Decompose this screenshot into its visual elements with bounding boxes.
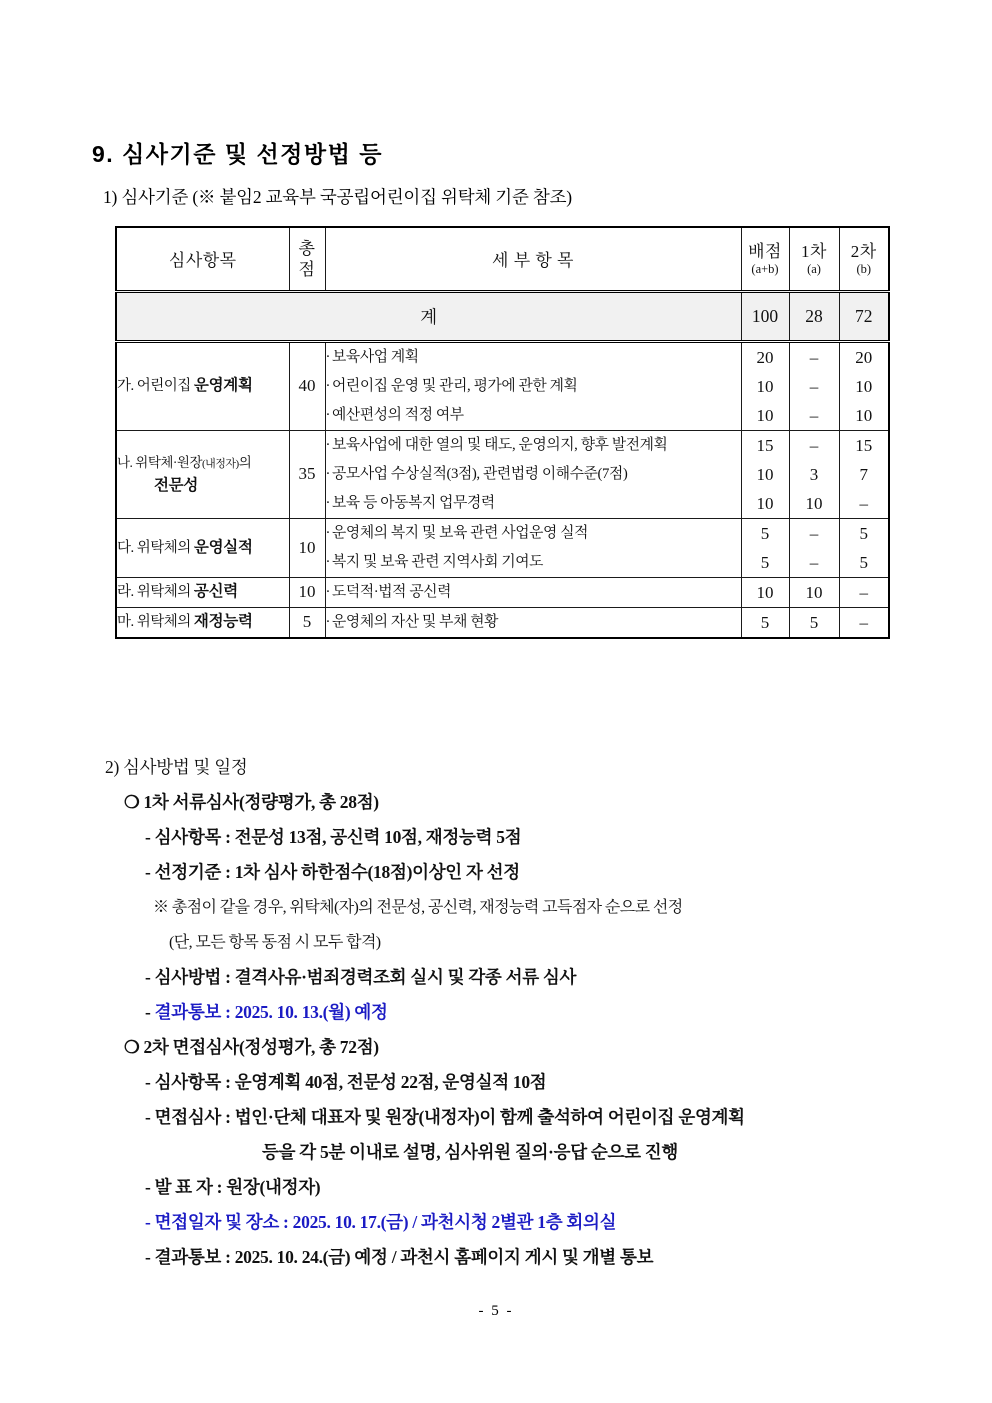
criteria-item-label: 다. 위탁체의 운영실적: [117, 538, 253, 556]
bullet-dot: ·: [325, 348, 331, 365]
text-line: 등을 각 5분 이내로 설명, 심사위원 질의·응답 순으로 진행: [262, 1142, 678, 1162]
total-score-cell: 40: [289, 341, 325, 430]
second-round-cell: 5 5: [839, 518, 889, 577]
bullet-dot: ·: [325, 465, 331, 482]
first-round-cell: – 3 10: [789, 430, 839, 518]
allocation-cell: 10: [741, 577, 789, 607]
bullet-dot: ·: [325, 406, 331, 423]
detail-items-cell: [325, 341, 741, 430]
text-line: ※ 총점이 같을 경우, 위탁체(자)의 전문성, 공신력, 재정능력 고득점자 순으로 선정: [153, 899, 683, 916]
detail-item: · 보육 등 아동복지 업무경력: [325, 494, 495, 511]
text-line: - 발 표 자 : 원장(내정자): [145, 1177, 321, 1197]
table-total-row: [116, 291, 889, 341]
second-round-cell: 15 7 –: [839, 430, 889, 518]
header-second-round: 2차 (b): [839, 227, 889, 291]
first-round-cell: 5: [789, 607, 839, 638]
total-allocation-value: 100: [741, 291, 789, 341]
total-score-cell: 35: [289, 430, 325, 518]
bullet-dot: ·: [325, 377, 331, 394]
text-line: ❍ 1차 서류심사(정량평가, 총 28점): [124, 792, 379, 812]
text-line: - 심사항목 : 운영계획 40점, 전문성 22점, 운영실적 10점: [145, 1072, 547, 1092]
header-first-round: 1차 (a): [789, 227, 839, 291]
section1-heading: 1) 심사기준 (※ 붙임2 교육부 국공립어린이집 위탁체 기준 참조): [103, 187, 572, 207]
criteria-item-cell: [116, 430, 289, 518]
page-title: 9. 심사기준 및 선정방법 등: [92, 141, 383, 167]
text-line: (단, 모든 항목 동점 시 모두 합격): [169, 934, 381, 951]
text-line: - 결과통보 : 2025. 10. 13.(월) 예정: [145, 1002, 388, 1022]
detail-items-cell: [325, 430, 741, 518]
detail-item: · 어린이집 운영 및 관리, 평가에 관한 계획: [325, 377, 578, 394]
bullet-dot: ·: [325, 494, 331, 511]
header-allocation: 배점 (a+b): [741, 227, 789, 291]
bullet-dot: ·: [325, 436, 331, 453]
detail-items-cell: [325, 518, 741, 577]
bullet-dot: ·: [325, 583, 331, 600]
allocation-cell: 5: [741, 607, 789, 638]
table-row: [116, 607, 889, 638]
page-number: - 5 -: [478, 1303, 514, 1319]
detail-item: · 운영체의 복지 및 보육 관련 사업운영 실적: [325, 524, 589, 541]
header-detail-items: 세 부 항 목: [325, 227, 741, 291]
criteria-item-label: 마. 위탁체의 재정능력: [117, 613, 253, 630]
text-line: - 선정기준 : 1차 심사 하한점수(18점)이상인 자 선정: [145, 862, 520, 882]
header-criteria-item: 심사항목: [116, 227, 289, 291]
text-line: 2) 심사방법 및 일정: [105, 757, 248, 777]
text-line: - 결과통보 : 2025. 10. 24.(금) 예정 / 과천시 홈페이지 게시 및 개별 통보: [145, 1247, 654, 1267]
criteria-item-label: 나. 위탁체·원장(내정자)의: [117, 454, 252, 470]
total-second-round-value: 72: [839, 291, 889, 341]
detail-item: · 복지 및 보육 관련 지역사회 기여도: [325, 553, 544, 570]
first-round-cell: 10: [789, 577, 839, 607]
criteria-item-cell: [116, 518, 289, 577]
total-row-label: 계: [116, 291, 741, 341]
text-line: - 면접심사 : 법인·단체 대표자 및 원장(내정자)이 함께 출석하여 어린이집 운영계획: [145, 1107, 745, 1127]
criteria-item-cell: [116, 341, 289, 430]
detail-item: · 예산편성의 적정 여부: [325, 406, 464, 423]
allocation-cell: 5 5: [741, 518, 789, 577]
criteria-item-label: 라. 위탁체의 공신력: [117, 583, 238, 600]
allocation-cell: 15 10 10: [741, 430, 789, 518]
table-row: [116, 518, 889, 577]
detail-item: · 운영체의 자산 및 부채 현황: [325, 613, 499, 630]
table-row: [116, 341, 889, 430]
total-score-cell: 10: [289, 577, 325, 607]
text-line: - 심사방법 : 결격사유·범죄경력조회 실시 및 각종 서류 심사: [145, 967, 577, 987]
allocation-cell: 20 10 10: [741, 341, 789, 430]
total-score-cell: 10: [289, 518, 325, 577]
first-round-cell: – –: [789, 518, 839, 577]
bullet-dot: ·: [325, 613, 331, 630]
detail-item: · 보육사업 계획: [325, 348, 419, 365]
second-round-cell: –: [839, 607, 889, 638]
criteria-table: [115, 226, 890, 639]
header-total-score: 총 점: [289, 227, 325, 291]
criteria-item-cell: [116, 607, 289, 638]
detail-item: · 도덕적·법적 공신력: [325, 583, 452, 600]
detail-items-cell: [325, 577, 741, 607]
bullet-dot: ·: [325, 524, 331, 541]
text-line: - 심사항목 : 전문성 13점, 공신력 10점, 재정능력 5점: [145, 827, 522, 847]
text-line: - 면접일자 및 장소 : 2025. 10. 17.(금) / 과천시청 2별관 1층 회의실: [145, 1212, 617, 1232]
criteria-item-cell: [116, 577, 289, 607]
table-row: [116, 430, 889, 518]
second-round-cell: –: [839, 577, 889, 607]
table-row: [116, 577, 889, 607]
criteria-item-label: 전문성: [154, 476, 199, 494]
bullet-dot: ·: [325, 553, 331, 570]
first-round-cell: – – –: [789, 341, 839, 430]
detail-item: · 공모사업 수상실적(3점), 관련법령 이해수준(7점): [325, 465, 628, 482]
criteria-item-label: 가. 어린이집 운영계획: [117, 377, 253, 394]
section2-review-method: [92, 750, 962, 1275]
total-score-cell: 5: [289, 607, 325, 638]
detail-item: · 보육사업에 대한 열의 및 태도, 운영의지, 향후 발전계획: [325, 436, 668, 453]
table-header-row: [116, 227, 889, 291]
total-first-round-value: 28: [789, 291, 839, 341]
detail-items-cell: [325, 607, 741, 638]
text-line: ❍ 2차 면접심사(정성평가, 총 72점): [124, 1037, 379, 1057]
second-round-cell: 20 10 10: [839, 341, 889, 430]
